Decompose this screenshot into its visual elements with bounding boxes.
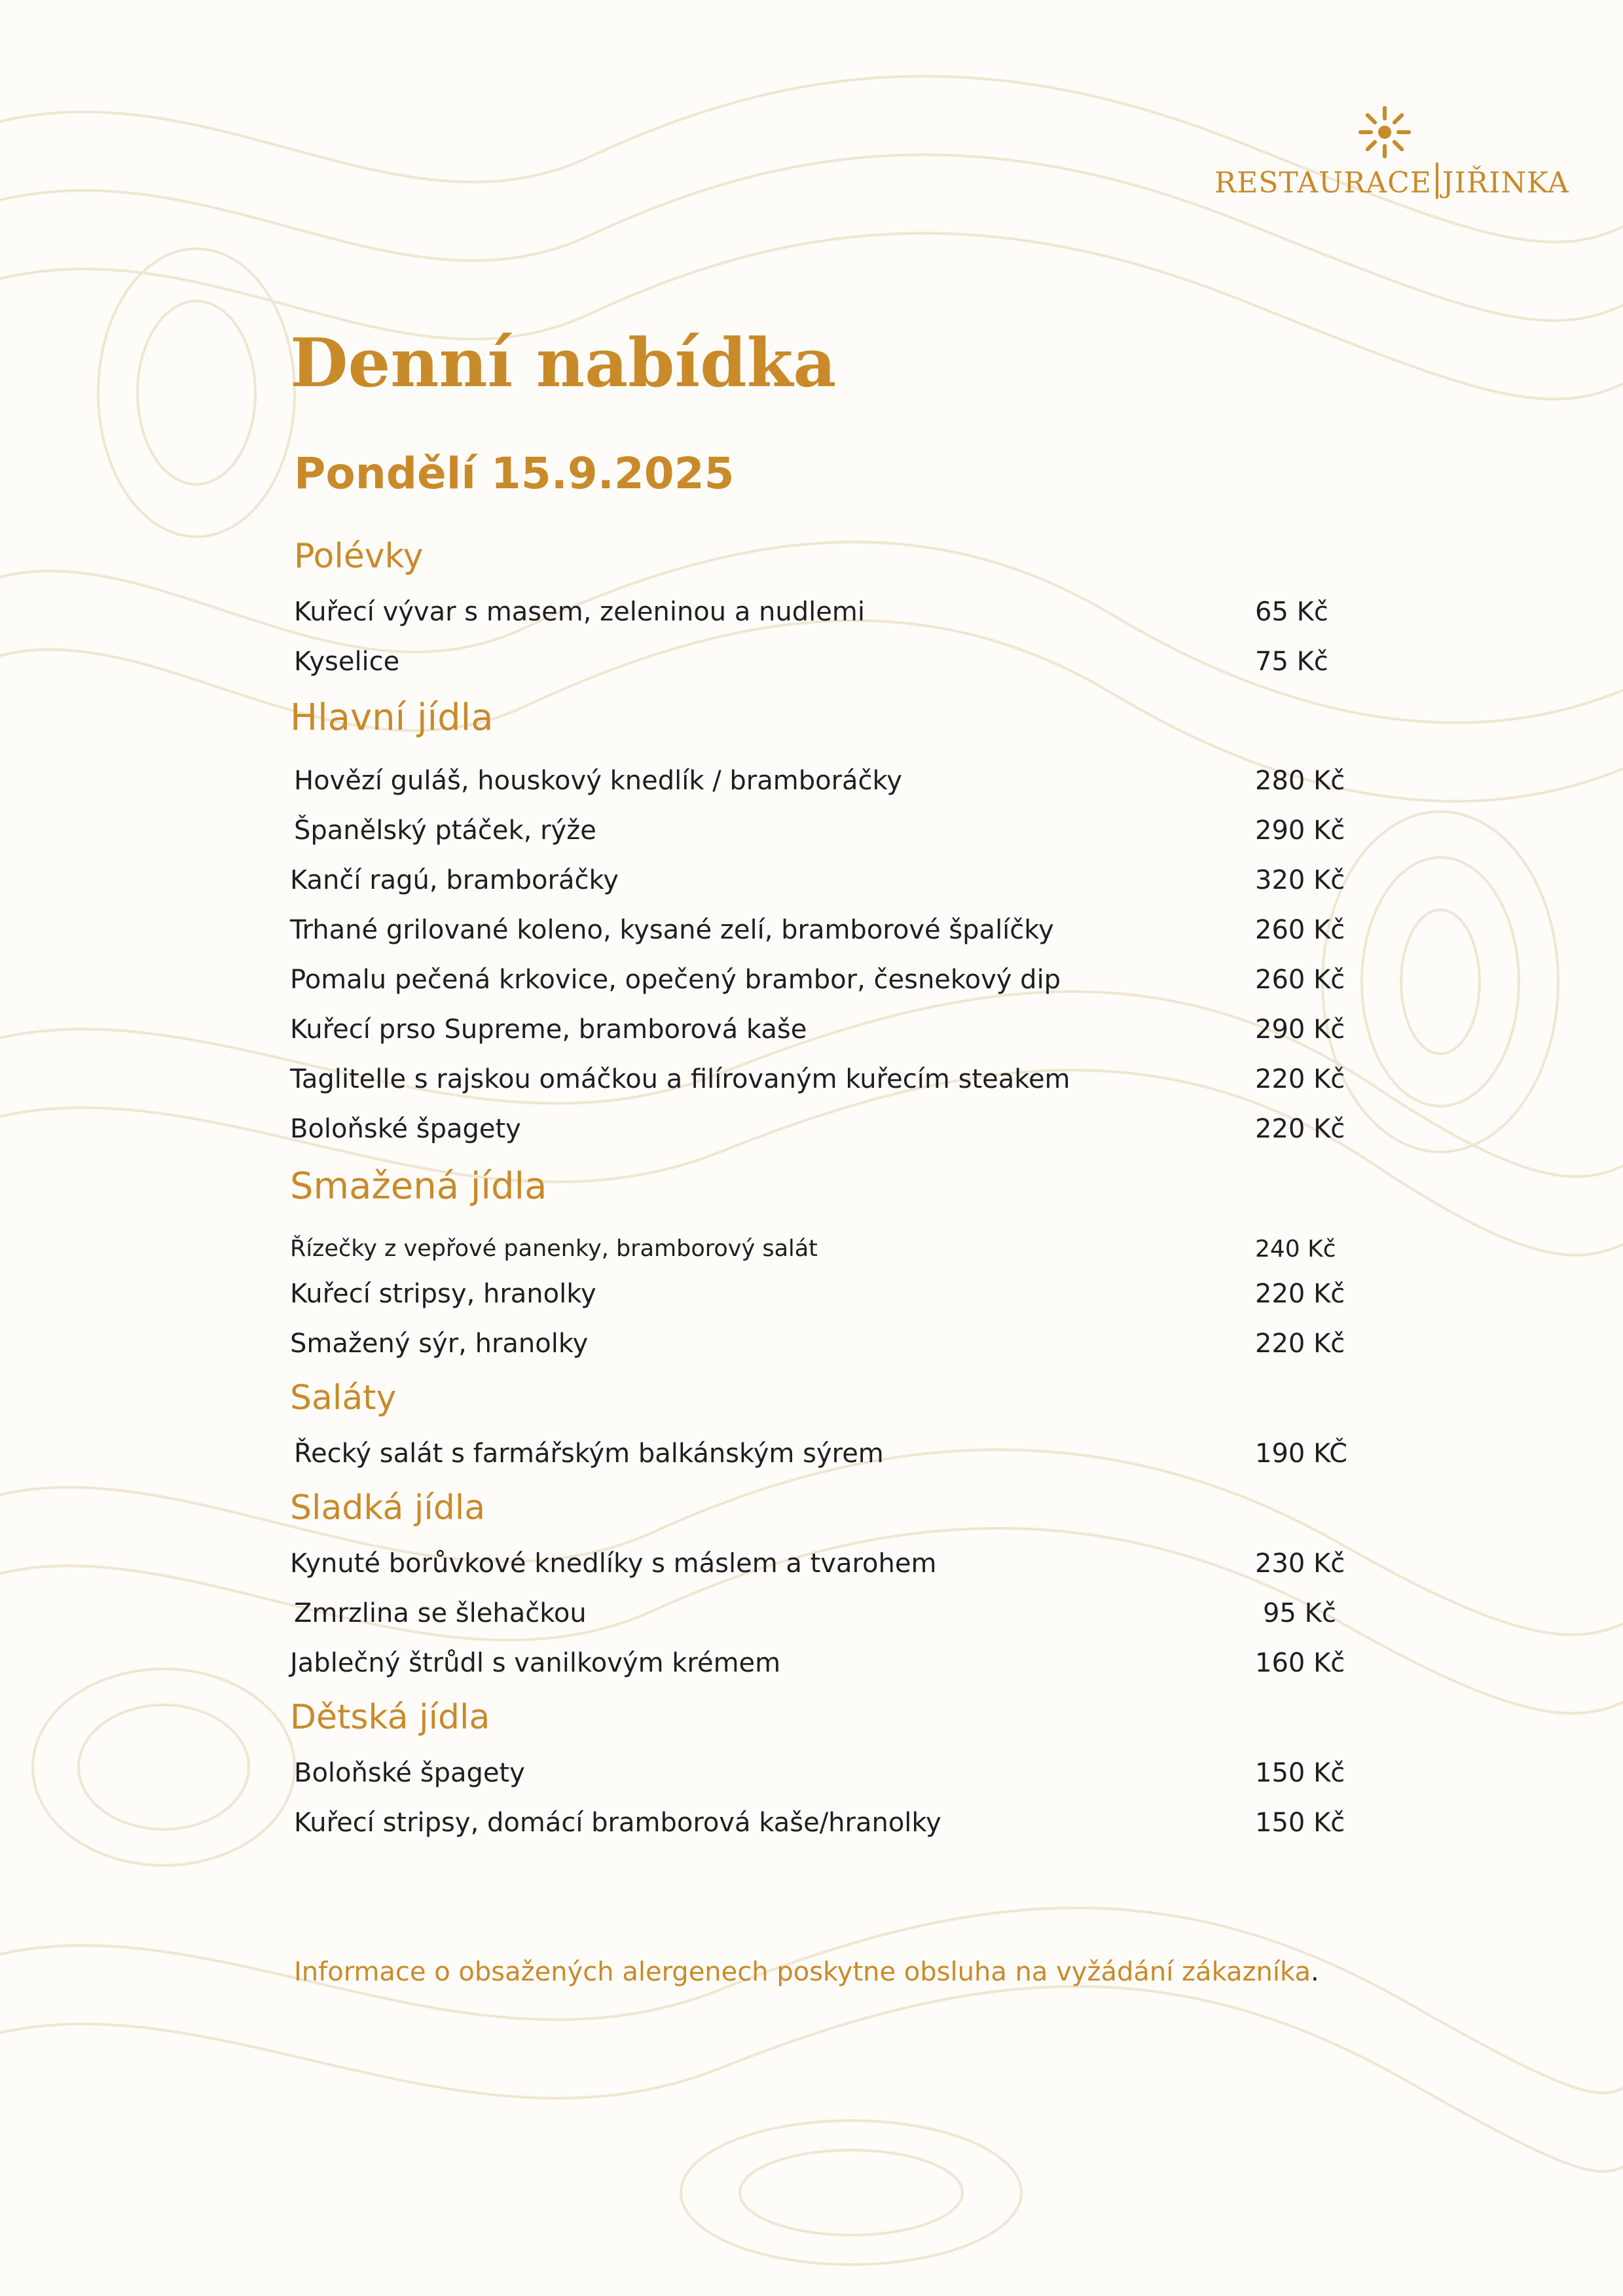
menu-item [0,1754,1623,1793]
menu-item [0,1325,1623,1364]
menu-item-price: 280 Kč [1255,766,1345,796]
menu-item [0,1011,1623,1050]
menu-item-price: 75 Kč [1255,647,1328,677]
menu-date: Pondělí 15.9.2025 [294,448,735,499]
menu-item-price: 260 Kč [1255,915,1345,945]
menu-item [0,1060,1623,1100]
menu-item-price: 220 Kč [1255,1064,1345,1094]
menu-item-price: 320 Kč [1255,865,1345,895]
menu-item [0,911,1623,950]
page-title: Denní nabídka [290,324,837,403]
section-heading-salads: Saláty [290,1378,397,1418]
section-heading-soups: Polévky [294,537,424,576]
menu-item [0,1229,1623,1268]
menu-item-name: Boloňské špagety [294,1758,525,1788]
menu-item-price: 290 Kč [1255,1014,1345,1045]
menu-item-name: Hovězí guláš, houskový knedlík / bramboráčky [294,766,902,796]
section-heading-fried-dishes: Smažená jídla [290,1165,547,1208]
section-heading-main-dishes: Hlavní jídla [290,696,494,739]
allergen-note-text: Informace o obsažených alergenech poskytne obsluha na vyžádání zákazníka [294,1957,1311,1987]
menu-item [0,643,1623,682]
menu-item-price: 160 Kč [1255,1648,1345,1678]
menu-item-name: Kuřecí stripsy, hranolky [290,1279,596,1309]
menu-item-name: Kuřecí prso Supreme, bramborová kaše [290,1014,807,1045]
menu-item-name: Řecký salát s farmářským balkánským sýrem [294,1439,884,1469]
menu-item-price: 150 Kč [1255,1808,1345,1838]
menu-item-price: 95 Kč [1263,1598,1336,1628]
menu-item-name: Řízečky z vepřové panenky, bramborový salát [290,1236,818,1262]
menu-item-price: 260 Kč [1255,965,1345,995]
menu-item [0,1435,1623,1474]
menu-item-price: 220 Kč [1255,1329,1345,1359]
menu-item-price: 220 Kč [1255,1114,1345,1144]
menu-item [0,961,1623,1000]
menu-item-name: Jablečný štrůdl s vanilkovým krémem [290,1648,781,1678]
menu-item [0,1644,1623,1683]
menu-item-name: Boloňské špagety [290,1114,521,1144]
menu-item [0,1594,1623,1634]
menu-item [0,1545,1623,1584]
menu-item-name: Zmrzlina se šlehačkou [294,1598,587,1628]
menu-item-price: 230 Kč [1255,1549,1345,1579]
menu-item [0,1804,1623,1843]
menu-item-name: Kyselice [294,647,400,677]
menu-item-name: Smažený sýr, hranolky [290,1329,589,1359]
menu-item-price: 150 Kč [1255,1758,1345,1788]
allergen-note [294,1957,1319,1987]
menu-item [0,593,1623,632]
menu-item-name: Kuřecí vývar s masem, zeleninou a nudlemi [294,597,865,627]
menu-item-name: Kuřecí stripsy, domácí bramborová kaše/hranolky [294,1808,941,1838]
menu-item [0,812,1623,851]
menu-item [0,762,1623,801]
logo-text-left: RESTAURACE [1214,166,1432,200]
allergen-note-period: . [1310,1957,1319,1987]
menu-item-price: 65 Kč [1255,597,1328,627]
menu-item-price: 190 KČ [1255,1439,1348,1469]
section-heading-desserts: Sladká jídla [290,1488,486,1528]
menu-item-name: Španělský ptáček, rýže [294,816,596,846]
menu-item-name: Kynuté borůvkové knedlíky s máslem a tvarohem [290,1549,937,1579]
menu-item-price: 290 Kč [1255,816,1345,846]
logo-text-right: JIŘINKA [1442,166,1569,200]
section-heading-kids-dishes: Dětská jídla [290,1698,490,1737]
menu-item-name: Taglitelle s rajskou omáčkou a filírovaným kuřecím steakem [290,1064,1070,1094]
menu-item [0,1275,1623,1314]
menu-item-name: Kančí ragú, bramboráčky [290,865,619,895]
menu-item-name: Pomalu pečená krkovice, opečený brambor, česnekový dip [290,965,1061,995]
menu-item-price: 240 Kč [1255,1236,1336,1263]
menu-item [0,861,1623,901]
menu-item-name: Trhané grilované koleno, kysané zelí, bramborové špalíčky [290,915,1054,945]
menu-item-price: 220 Kč [1255,1279,1345,1309]
menu-item [0,1110,1623,1149]
